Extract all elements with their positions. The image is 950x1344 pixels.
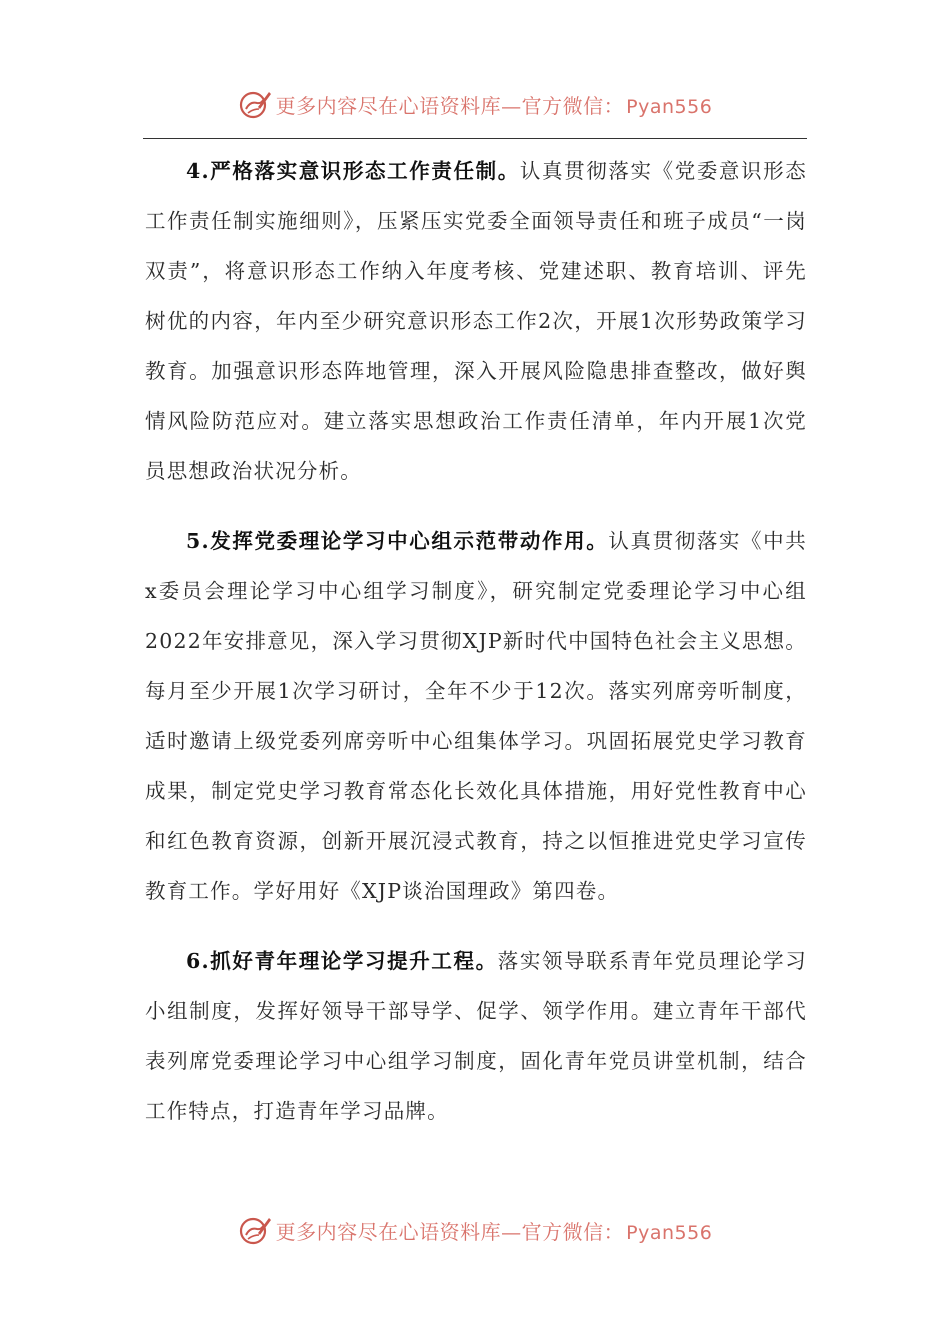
paragraph-item-4 bbox=[145, 146, 807, 496]
header-banner bbox=[0, 84, 950, 124]
paragraph-heading: 6.抓好青年理论学习提升工程。 bbox=[186, 949, 498, 973]
document-body bbox=[145, 146, 807, 1156]
header-divider bbox=[143, 138, 807, 139]
banner-text: 更多内容尽在心语资料库—官方微信： Pyan556 bbox=[275, 93, 713, 118]
paragraph-item-5 bbox=[145, 516, 807, 916]
paragraph-heading: 5.发挥党委理论学习中心组示范带动作用。 bbox=[186, 529, 609, 553]
paragraph-text: 认真贯彻落实《党委意识形态工作责任制实施细则》，压紧压实党委全面领导责任和班子成员“一岗双责”，将意识形态工作纳入年度考核、党建述职、教育培训、评先树优的内容，年内至少研究意识形态工作2次，开展1次形势政策学习教育。加强意识形态阵地管理，深入开展风险隐患排查整改，做好舆情风险防范应对。建立落实思想政治工作责任清单，年内开展1次党员思想政治状况分析。 bbox=[145, 159, 807, 483]
pen-logo-icon bbox=[238, 87, 272, 121]
banner-text: 更多内容尽在心语资料库—官方微信： Pyan556 bbox=[275, 1219, 713, 1244]
banner-wechat-id: Pyan556 bbox=[626, 95, 713, 118]
footer-banner bbox=[0, 1210, 950, 1250]
banner-wechat-id: Pyan556 bbox=[626, 1221, 713, 1244]
pen-logo-icon bbox=[238, 1213, 272, 1247]
paragraph-text: 认真贯彻落实《中共x委员会理论学习中心组学习制度》，研究制定党委理论学习中心组2022年安排意见，深入学习贯彻XJP新时代中国特色社会主义思想。每月至少开展1次学习研讨，全年不少于12次。落实列席旁听制度，适时邀请上级党委列席旁听中心组集体学习。巩固拓展党史学习教育成果，制定党史学习教育常态化长效化具体措施，用好党性教育中心和红色教育资源，创新开展沉浸式教育，持之以恒推进党史学习宣传教育工作。学好用好《XJP谈治国理政》第四卷。 bbox=[145, 529, 807, 903]
paragraph-item-6 bbox=[145, 936, 807, 1136]
paragraph-text: 落实领导联系青年党员理论学习小组制度，发挥好领导干部导学、促学、领学作用。建立青年干部代表列席党委理论学习中心组学习制度，固化青年党员讲堂机制，结合工作特点，打造青年学习品牌。 bbox=[145, 949, 807, 1123]
paragraph-heading: 4.严格落实意识形态工作责任制。 bbox=[186, 159, 520, 183]
